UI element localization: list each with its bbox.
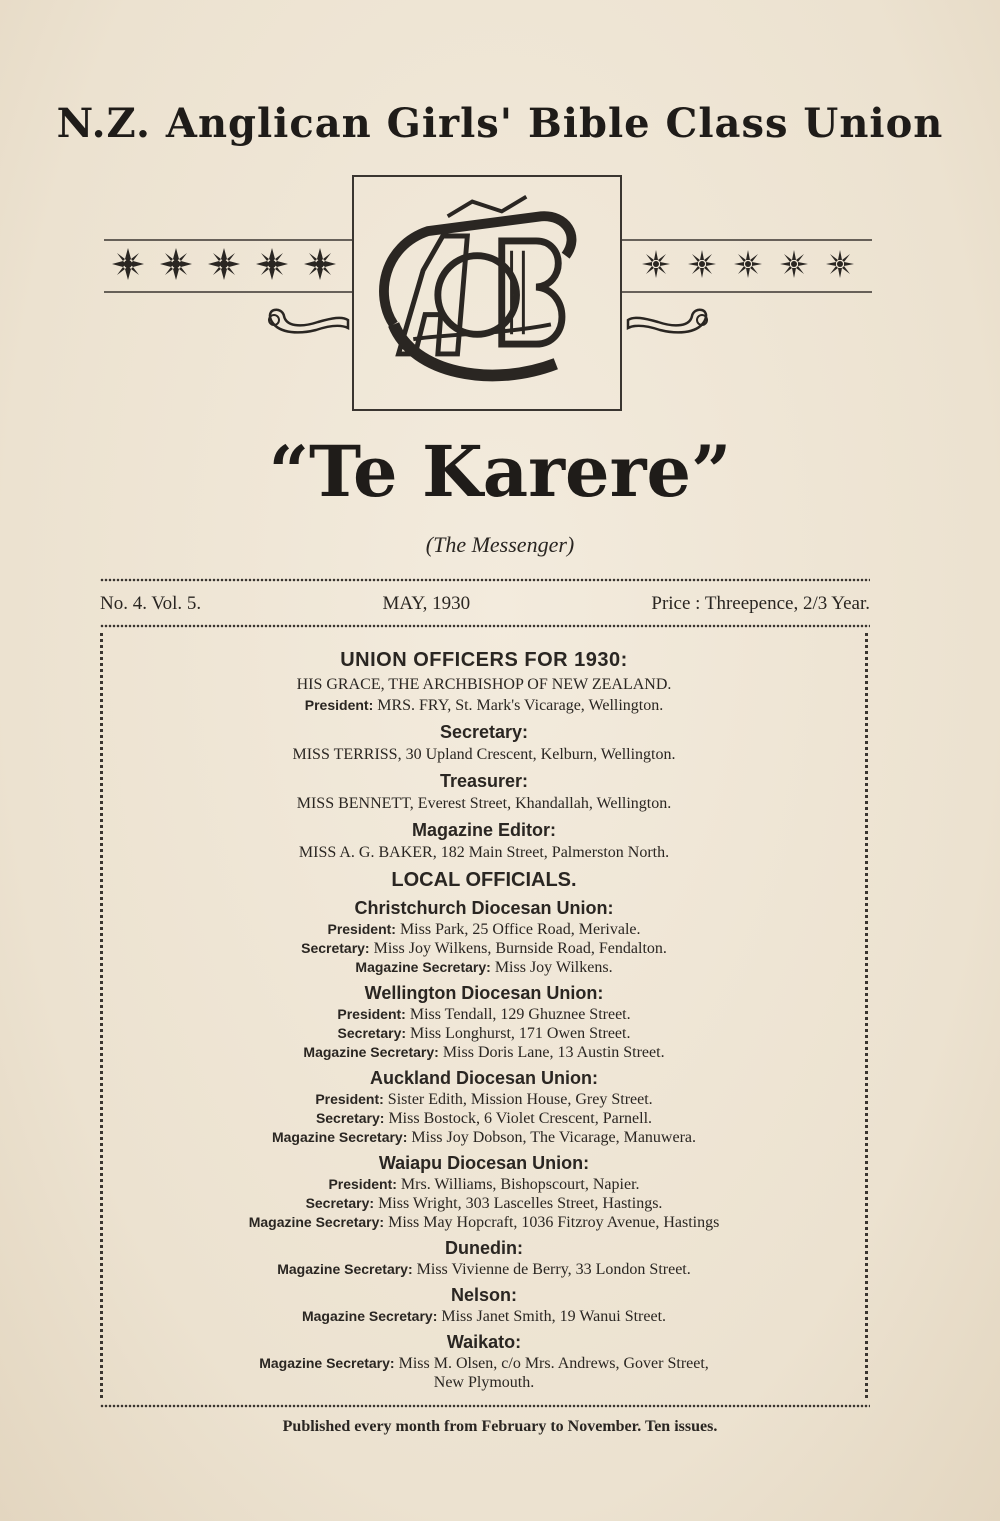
emblem-frame: [352, 175, 622, 411]
official-line: [103, 1024, 865, 1043]
official-details: Miss Longhurst, 171 Owen Street.: [410, 1025, 631, 1042]
official-role: Secretary:: [337, 1025, 407, 1041]
official-line: [103, 1260, 865, 1279]
footer-note: Published every month from February to November. Ten issues.: [282, 1418, 718, 1435]
official-line: [103, 1109, 865, 1128]
official-details: Miss Joy Wilkens, Burnside Road, Fendalton.: [373, 940, 667, 957]
official-details: Mrs. Williams, Bishopscourt, Napier.: [400, 1176, 640, 1193]
union-heading: Waikato:: [446, 1332, 522, 1352]
local-unions-list: [103, 898, 865, 1392]
editor-heading: Magazine Editor:: [411, 820, 556, 840]
official-line: [103, 1194, 865, 1213]
official-details: Miss M. Olsen, c/o Mrs. Andrews, Gover Street,: [398, 1355, 709, 1372]
official-details: Miss Park, 25 Office Road, Merivale.: [399, 921, 641, 938]
official-role: Magazine Secretary:: [259, 1355, 395, 1371]
issue-price: Price : Threepence, 2/3 Year.: [651, 593, 870, 614]
official-role: President:: [327, 921, 396, 937]
official-line: [103, 1354, 865, 1373]
official-details: Miss Bostock, 6 Violet Crescent, Parnell.: [388, 1110, 653, 1127]
official-role: President:: [328, 1176, 397, 1192]
official-line: [103, 920, 865, 939]
left-ornament: [104, 236, 354, 346]
union-heading: Christchurch Diocesan Union:: [354, 898, 614, 918]
magazine-subtitle: (The Messenger): [425, 532, 575, 557]
president-line: [103, 695, 865, 716]
official-role: Magazine Secretary:: [277, 1261, 413, 1277]
official-line: [103, 1175, 865, 1194]
official-line: [103, 1128, 865, 1147]
issue-date: MAY, 1930: [382, 593, 471, 614]
patron: HIS GRACE, THE ARCHBISHOP OF NEW ZEALAND.: [296, 676, 672, 693]
official-line: [103, 1307, 865, 1326]
official-line: [103, 958, 865, 977]
official-line: [103, 1213, 865, 1232]
official-line: [103, 1043, 865, 1062]
union-title: N.Z. Anglican Girls' Bible Class Union: [56, 100, 944, 147]
official-role: Magazine Secretary:: [271, 1129, 408, 1145]
secretary-value: MISS TERRISS, 30 Upland Crescent, Kelburn, Wellington.: [292, 746, 676, 763]
issue-info-row: [100, 593, 870, 615]
official-role: Magazine Secretary:: [248, 1214, 385, 1230]
union-heading: Auckland Diocesan Union:: [369, 1068, 599, 1088]
officers-content: [103, 649, 865, 1392]
official-role: President:: [337, 1006, 406, 1022]
official-role: Magazine Secretary:: [355, 959, 491, 975]
official-role: Magazine Secretary:: [303, 1044, 439, 1060]
union-heading: Waiapu Diocesan Union:: [378, 1153, 590, 1173]
official-role: Secretary:: [301, 940, 370, 956]
official-line: [103, 1090, 865, 1109]
official-line: [103, 1373, 865, 1392]
president-value: MRS. FRY, St. Mark's Vicarage, Wellington.: [377, 697, 664, 714]
union-heading: Nelson:: [450, 1285, 517, 1305]
president-label: President:: [304, 697, 374, 713]
union-heading: Dunedin:: [445, 1238, 523, 1258]
official-details: Miss Wright, 303 Lascelles Street, Hastings.: [378, 1195, 663, 1212]
official-details: New Plymouth.: [433, 1374, 535, 1391]
official-details: Miss Vivienne de Berry, 33 London Street.: [416, 1261, 691, 1278]
official-details: Miss Tendall, 129 Ghuznee Street.: [409, 1006, 631, 1023]
rule-top: [100, 578, 870, 582]
agbc-emblem: [354, 177, 620, 409]
official-details: Miss Doris Lane, 13 Austin Street.: [442, 1044, 665, 1061]
official-line: [103, 1005, 865, 1024]
treasurer-value: MISS BENNETT, Everest Street, Khandallah, Wellington.: [296, 795, 672, 812]
union-heading: Wellington Diocesan Union:: [364, 983, 604, 1003]
rule-footer: [100, 1404, 870, 1408]
official-role: Secretary:: [315, 1110, 385, 1126]
officers-box: [100, 633, 868, 1398]
officers-heading: UNION OFFICERS FOR 1930:: [340, 649, 628, 671]
official-details: Miss Janet Smith, 19 Wanui Street.: [441, 1308, 667, 1325]
treasurer-heading: Treasurer:: [439, 771, 529, 791]
local-officials-heading: LOCAL OFFICIALS.: [391, 869, 577, 891]
official-details: Miss Joy Wilkens.: [494, 959, 613, 976]
right-ornament: [622, 236, 872, 346]
rule-bottom: [100, 624, 870, 628]
official-details: Miss Joy Dobson, The Vicarage, Manuwera.: [411, 1129, 697, 1146]
official-role: President:: [315, 1091, 384, 1107]
official-line: [103, 939, 865, 958]
official-details: Sister Edith, Mission House, Grey Street.: [387, 1091, 653, 1108]
magazine-title: “Te Karere”: [268, 430, 732, 513]
editor-value: MISS A. G. BAKER, 182 Main Street, Palmerston North.: [298, 844, 670, 861]
issue-number: No. 4. Vol. 5.: [100, 593, 202, 614]
official-details: Miss May Hopcraft, 1036 Fitzroy Avenue, Hastings: [388, 1214, 720, 1231]
official-role: Magazine Secretary:: [301, 1308, 438, 1324]
secretary-heading: Secretary:: [439, 722, 529, 742]
official-role: Secretary:: [305, 1195, 375, 1211]
